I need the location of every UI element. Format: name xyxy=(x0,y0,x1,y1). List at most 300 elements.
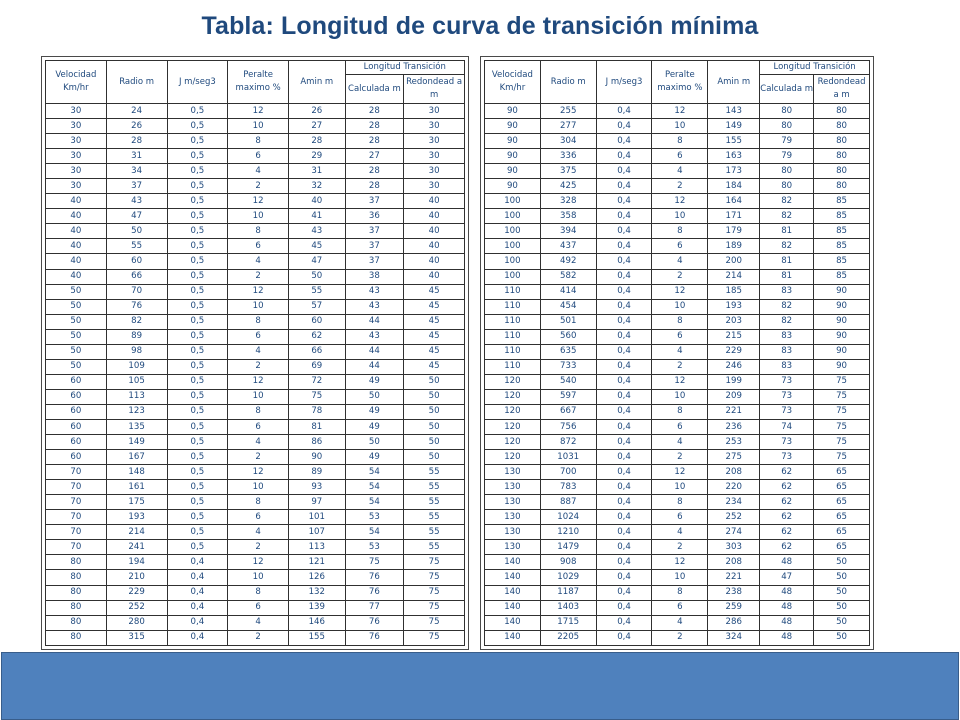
table-cell: 70 xyxy=(46,525,107,540)
table-cell: 48 xyxy=(760,555,814,570)
table-cell: 81 xyxy=(289,419,346,434)
table-row xyxy=(485,239,870,254)
table-cell: 10 xyxy=(228,480,289,495)
table-cell: 0,4 xyxy=(596,254,652,269)
table-row xyxy=(46,134,465,149)
table-row xyxy=(46,104,465,119)
table-cell: 30 xyxy=(404,149,465,164)
table-row xyxy=(485,495,870,510)
right-table xyxy=(484,60,870,646)
table-cell: 0,4 xyxy=(167,600,228,615)
table-row xyxy=(485,570,870,585)
table-cell: 83 xyxy=(760,344,814,359)
table-cell: 77 xyxy=(345,600,404,615)
table-cell: 76 xyxy=(345,570,404,585)
table-cell: 40 xyxy=(46,209,107,224)
table-cell: 110 xyxy=(485,284,541,299)
table-cell: 10 xyxy=(228,570,289,585)
table-cell: 140 xyxy=(485,600,541,615)
table-cell: 4 xyxy=(228,344,289,359)
table-cell: 100 xyxy=(485,209,541,224)
table-cell: 132 xyxy=(289,585,346,600)
table-cell: 0,5 xyxy=(167,299,228,314)
table-cell: 90 xyxy=(289,450,346,465)
header-longitud-transicion: Longitud Transición xyxy=(760,61,870,75)
table-cell: 214 xyxy=(106,525,167,540)
table-cell: 0,5 xyxy=(167,480,228,495)
table-cell: 49 xyxy=(345,404,404,419)
table-cell: 50 xyxy=(404,450,465,465)
header-redondeada: Redondead a m xyxy=(404,75,465,104)
table-cell: 8 xyxy=(652,585,708,600)
table-cell: 0,5 xyxy=(167,269,228,284)
table-cell: 163 xyxy=(708,149,760,164)
table-cell: 12 xyxy=(228,465,289,480)
table-cell: 1029 xyxy=(540,570,596,585)
table-row xyxy=(46,269,465,284)
table-cell: 783 xyxy=(540,480,596,495)
table-cell: 120 xyxy=(485,374,541,389)
table-cell: 12 xyxy=(652,465,708,480)
table-cell: 253 xyxy=(708,435,760,450)
table-cell: 90 xyxy=(485,149,541,164)
table-cell: 0,4 xyxy=(596,389,652,404)
table-cell: 120 xyxy=(485,389,541,404)
table-cell: 50 xyxy=(814,615,870,630)
table-cell: 50 xyxy=(404,404,465,419)
table-cell: 40 xyxy=(404,254,465,269)
table-cell: 0,5 xyxy=(167,389,228,404)
table-row xyxy=(46,389,465,404)
table-cell: 4 xyxy=(228,525,289,540)
table-cell: 12 xyxy=(652,284,708,299)
table-row xyxy=(485,359,870,374)
table-cell: 336 xyxy=(540,149,596,164)
table-cell: 0,4 xyxy=(596,314,652,329)
table-cell: 45 xyxy=(404,314,465,329)
table-cell: 6 xyxy=(228,149,289,164)
table-cell: 62 xyxy=(760,480,814,495)
table-row xyxy=(485,630,870,645)
table-cell: 40 xyxy=(404,209,465,224)
table-cell: 221 xyxy=(708,570,760,585)
table-cell: 76 xyxy=(345,630,404,645)
table-cell: 0,5 xyxy=(167,465,228,480)
table-cell: 887 xyxy=(540,495,596,510)
table-cell: 66 xyxy=(289,344,346,359)
table-cell: 140 xyxy=(485,555,541,570)
table-cell: 0,5 xyxy=(167,239,228,254)
table-cell: 0,4 xyxy=(596,570,652,585)
table-cell: 315 xyxy=(106,630,167,645)
table-cell: 55 xyxy=(106,239,167,254)
table-cell: 0,4 xyxy=(596,585,652,600)
table-cell: 100 xyxy=(485,254,541,269)
table-row xyxy=(46,344,465,359)
table-cell: 90 xyxy=(485,119,541,134)
table-cell: 75 xyxy=(404,570,465,585)
table-cell: 80 xyxy=(814,134,870,149)
table-cell: 37 xyxy=(345,224,404,239)
table-cell: 10 xyxy=(652,480,708,495)
table-cell: 80 xyxy=(760,119,814,134)
table-cell: 81 xyxy=(760,224,814,239)
table-cell: 65 xyxy=(814,525,870,540)
table-cell: 4 xyxy=(652,164,708,179)
table-cell: 0,4 xyxy=(596,224,652,239)
table-cell: 28 xyxy=(345,104,404,119)
table-cell: 0,4 xyxy=(596,404,652,419)
table-cell: 6 xyxy=(652,149,708,164)
table-cell: 85 xyxy=(814,239,870,254)
table-cell: 70 xyxy=(46,480,107,495)
table-cell: 100 xyxy=(485,239,541,254)
table-cell: 189 xyxy=(708,239,760,254)
table-cell: 12 xyxy=(228,555,289,570)
table-cell: 82 xyxy=(760,299,814,314)
table-cell: 110 xyxy=(485,299,541,314)
table-row xyxy=(46,450,465,465)
table-cell: 140 xyxy=(485,615,541,630)
table-cell: 324 xyxy=(708,630,760,645)
table-row xyxy=(485,525,870,540)
table-cell: 8 xyxy=(228,495,289,510)
table-cell: 0,5 xyxy=(167,540,228,555)
table-cell: 80 xyxy=(46,600,107,615)
table-cell: 0,5 xyxy=(167,164,228,179)
table-row xyxy=(46,254,465,269)
table-row xyxy=(485,209,870,224)
table-cell: 80 xyxy=(760,164,814,179)
table-cell: 100 xyxy=(485,194,541,209)
table-cell: 110 xyxy=(485,314,541,329)
table-cell: 0,4 xyxy=(596,495,652,510)
table-cell: 179 xyxy=(708,224,760,239)
table-cell: 492 xyxy=(540,254,596,269)
table-cell: 83 xyxy=(760,359,814,374)
table-cell: 75 xyxy=(814,374,870,389)
table-cell: 560 xyxy=(540,329,596,344)
table-row xyxy=(46,329,465,344)
table-cell: 80 xyxy=(814,179,870,194)
table-cell: 80 xyxy=(46,570,107,585)
table-cell: 0,5 xyxy=(167,419,228,434)
table-cell: 36 xyxy=(345,209,404,224)
table-row xyxy=(46,495,465,510)
table-cell: 733 xyxy=(540,359,596,374)
table-cell: 10 xyxy=(652,119,708,134)
table-row xyxy=(485,284,870,299)
table-cell: 31 xyxy=(289,164,346,179)
table-cell: 667 xyxy=(540,404,596,419)
table-cell: 62 xyxy=(289,329,346,344)
table-cell: 0,4 xyxy=(596,329,652,344)
table-cell: 275 xyxy=(708,450,760,465)
table-cell: 175 xyxy=(106,495,167,510)
table-row xyxy=(46,209,465,224)
table-cell: 97 xyxy=(289,495,346,510)
table-cell: 0,5 xyxy=(167,344,228,359)
table-cell: 236 xyxy=(708,419,760,434)
table-cell: 105 xyxy=(106,374,167,389)
table-row xyxy=(485,164,870,179)
table-row xyxy=(485,419,870,434)
table-row xyxy=(485,299,870,314)
table-row xyxy=(46,119,465,134)
table-cell: 2 xyxy=(228,540,289,555)
header-radio: Radio m xyxy=(540,61,596,104)
table-cell: 62 xyxy=(760,525,814,540)
table-row xyxy=(485,555,870,570)
table-cell: 2 xyxy=(652,450,708,465)
table-cell: 0,4 xyxy=(596,419,652,434)
table-cell: 40 xyxy=(404,224,465,239)
table-cell: 75 xyxy=(289,389,346,404)
table-cell: 0,4 xyxy=(596,344,652,359)
table-cell: 73 xyxy=(760,389,814,404)
header-calculada: Calculada m xyxy=(345,75,404,104)
table-cell: 50 xyxy=(814,555,870,570)
table-cell: 30 xyxy=(46,134,107,149)
table-cell: 28 xyxy=(345,179,404,194)
table-cell: 45 xyxy=(289,239,346,254)
table-cell: 4 xyxy=(228,435,289,450)
table-row xyxy=(46,224,465,239)
table-cell: 2 xyxy=(228,269,289,284)
table-cell: 259 xyxy=(708,600,760,615)
table-cell: 47 xyxy=(760,570,814,585)
table-cell: 0,4 xyxy=(596,194,652,209)
header-j: J m/seg3 xyxy=(167,61,228,104)
table-cell: 1403 xyxy=(540,600,596,615)
table-row xyxy=(46,359,465,374)
table-cell: 8 xyxy=(228,585,289,600)
table-cell: 89 xyxy=(106,329,167,344)
header-velocidad: Velocidad Km/hr xyxy=(46,61,107,104)
table-cell: 90 xyxy=(814,359,870,374)
table-cell: 75 xyxy=(345,555,404,570)
table-cell: 32 xyxy=(289,179,346,194)
table-cell: 155 xyxy=(708,134,760,149)
table-row xyxy=(46,164,465,179)
table-row xyxy=(485,510,870,525)
table-cell: 199 xyxy=(708,374,760,389)
header-amin: Amin m xyxy=(289,61,346,104)
table-cell: 0,4 xyxy=(167,585,228,600)
table-cell: 4 xyxy=(652,615,708,630)
table-cell: 50 xyxy=(345,435,404,450)
table-cell: 54 xyxy=(345,465,404,480)
table-row xyxy=(46,149,465,164)
table-cell: 80 xyxy=(814,104,870,119)
table-cell: 30 xyxy=(46,149,107,164)
table-row xyxy=(46,419,465,434)
table-cell: 75 xyxy=(814,419,870,434)
table-cell: 130 xyxy=(485,465,541,480)
header-redondeada: Redondead a m xyxy=(814,75,870,104)
table-cell: 55 xyxy=(404,525,465,540)
table-row xyxy=(485,404,870,419)
header-amin: Amin m xyxy=(708,61,760,104)
table-cell: 65 xyxy=(814,480,870,495)
table-cell: 66 xyxy=(106,269,167,284)
table-cell: 60 xyxy=(46,374,107,389)
table-cell: 48 xyxy=(760,615,814,630)
table-cell: 89 xyxy=(289,465,346,480)
table-cell: 55 xyxy=(404,510,465,525)
table-row xyxy=(46,465,465,480)
table-cell: 12 xyxy=(228,284,289,299)
table-cell: 2205 xyxy=(540,630,596,645)
table-cell: 12 xyxy=(228,194,289,209)
table-cell: 54 xyxy=(345,495,404,510)
table-cell: 173 xyxy=(708,164,760,179)
table-cell: 50 xyxy=(814,630,870,645)
table-row xyxy=(485,149,870,164)
transition-table-left xyxy=(41,56,469,650)
table-cell: 24 xyxy=(106,104,167,119)
table-cell: 80 xyxy=(760,179,814,194)
table-cell: 90 xyxy=(485,164,541,179)
table-row xyxy=(46,480,465,495)
table-cell: 75 xyxy=(404,585,465,600)
table-cell: 40 xyxy=(46,194,107,209)
table-row xyxy=(46,600,465,615)
table-cell: 101 xyxy=(289,510,346,525)
table-cell: 2 xyxy=(228,630,289,645)
table-cell: 60 xyxy=(46,435,107,450)
table-cell: 82 xyxy=(760,194,814,209)
table-cell: 100 xyxy=(485,224,541,239)
table-cell: 85 xyxy=(814,194,870,209)
table-cell: 50 xyxy=(814,600,870,615)
table-cell: 80 xyxy=(46,630,107,645)
table-cell: 6 xyxy=(652,329,708,344)
table-row xyxy=(46,525,465,540)
table-cell: 55 xyxy=(404,540,465,555)
table-cell: 90 xyxy=(814,329,870,344)
table-cell: 0,5 xyxy=(167,314,228,329)
table-cell: 0,5 xyxy=(167,495,228,510)
table-row xyxy=(485,389,870,404)
table-cell: 1024 xyxy=(540,510,596,525)
table-cell: 48 xyxy=(760,600,814,615)
header-j: J m/seg3 xyxy=(596,61,652,104)
table-cell: 0,5 xyxy=(167,374,228,389)
table-cell: 1210 xyxy=(540,525,596,540)
table-cell: 908 xyxy=(540,555,596,570)
table-row xyxy=(485,224,870,239)
table-cell: 43 xyxy=(345,299,404,314)
table-cell: 28 xyxy=(345,134,404,149)
table-cell: 1479 xyxy=(540,540,596,555)
table-cell: 41 xyxy=(289,209,346,224)
table-cell: 454 xyxy=(540,299,596,314)
table-cell: 0,5 xyxy=(167,510,228,525)
table-row xyxy=(46,615,465,630)
table-cell: 358 xyxy=(540,209,596,224)
table-cell: 0,5 xyxy=(167,209,228,224)
table-cell: 185 xyxy=(708,284,760,299)
table-cell: 40 xyxy=(404,239,465,254)
table-cell: 65 xyxy=(814,540,870,555)
table-row xyxy=(485,540,870,555)
table-cell: 75 xyxy=(814,435,870,450)
table-cell: 252 xyxy=(708,510,760,525)
table-cell: 81 xyxy=(760,269,814,284)
table-cell: 80 xyxy=(46,585,107,600)
table-cell: 0,5 xyxy=(167,224,228,239)
table-cell: 143 xyxy=(708,104,760,119)
table-cell: 76 xyxy=(106,299,167,314)
table-cell: 82 xyxy=(760,239,814,254)
table-cell: 10 xyxy=(228,119,289,134)
table-cell: 304 xyxy=(540,134,596,149)
table-cell: 214 xyxy=(708,269,760,284)
table-cell: 149 xyxy=(708,119,760,134)
table-cell: 0,4 xyxy=(596,450,652,465)
table-cell: 582 xyxy=(540,269,596,284)
table-cell: 0,4 xyxy=(596,540,652,555)
table-cell: 184 xyxy=(708,179,760,194)
table-cell: 74 xyxy=(760,419,814,434)
table-cell: 82 xyxy=(106,314,167,329)
table-cell: 0,4 xyxy=(596,600,652,615)
table-cell: 10 xyxy=(652,299,708,314)
table-row xyxy=(46,374,465,389)
table-cell: 81 xyxy=(760,254,814,269)
table-cell: 140 xyxy=(485,630,541,645)
table-cell: 4 xyxy=(652,254,708,269)
table-row xyxy=(46,239,465,254)
table-cell: 44 xyxy=(345,359,404,374)
table-cell: 0,4 xyxy=(596,104,652,119)
table-row xyxy=(46,630,465,645)
table-cell: 55 xyxy=(404,465,465,480)
page-title: Tabla: Longitud de curva de transición mínima xyxy=(201,12,759,40)
table-cell: 37 xyxy=(345,239,404,254)
table-cell: 26 xyxy=(106,119,167,134)
table-cell: 303 xyxy=(708,540,760,555)
table-cell: 31 xyxy=(106,149,167,164)
table-cell: 0,4 xyxy=(596,119,652,134)
table-cell: 0,5 xyxy=(167,104,228,119)
table-cell: 0,4 xyxy=(596,359,652,374)
table-cell: 6 xyxy=(228,419,289,434)
table-cell: 28 xyxy=(345,164,404,179)
table-cell: 73 xyxy=(760,374,814,389)
table-row xyxy=(46,284,465,299)
table-cell: 28 xyxy=(106,134,167,149)
transition-table-right xyxy=(480,56,874,650)
table-cell: 2 xyxy=(228,359,289,374)
table-cell: 10 xyxy=(228,389,289,404)
table-cell: 12 xyxy=(228,104,289,119)
table-cell: 80 xyxy=(814,164,870,179)
table-cell: 540 xyxy=(540,374,596,389)
table-cell: 38 xyxy=(345,269,404,284)
table-cell: 60 xyxy=(46,389,107,404)
table-cell: 90 xyxy=(485,179,541,194)
table-row xyxy=(46,555,465,570)
table-cell: 238 xyxy=(708,585,760,600)
table-cell: 62 xyxy=(760,510,814,525)
table-cell: 375 xyxy=(540,164,596,179)
table-cell: 50 xyxy=(106,224,167,239)
table-cell: 2 xyxy=(228,179,289,194)
table-cell: 0,5 xyxy=(167,179,228,194)
table-cell: 50 xyxy=(46,329,107,344)
